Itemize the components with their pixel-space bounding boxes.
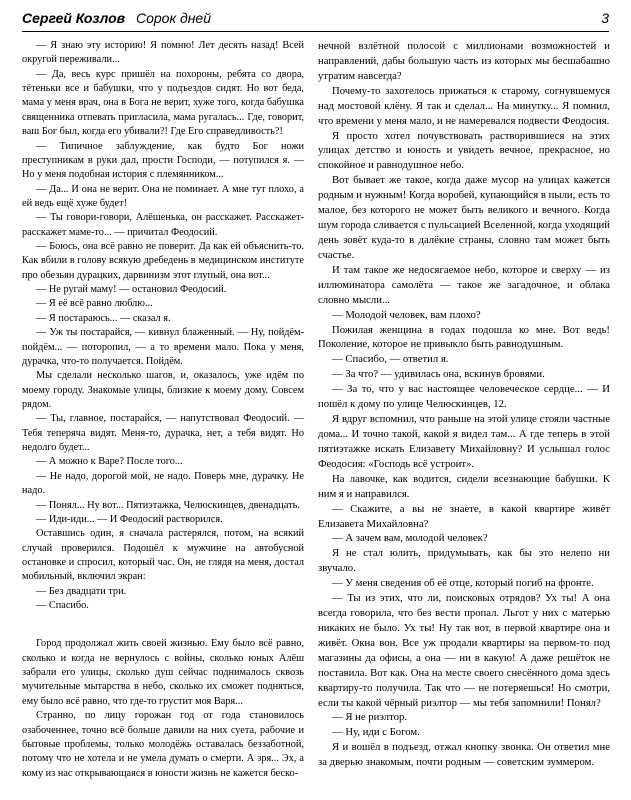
paragraph: — Спасибо, — ответил я. (332, 353, 449, 366)
paragraph: Я не стал юлить, придумывать, как бы это нелепо ни звучало. (318, 547, 610, 575)
section-gap (22, 613, 304, 637)
paragraph: Город продолжал жить своей жизнью. Ему было всё равно, сколько и когда не вернулось с войны, сколько юных Алёш забрали его улицы, сколько душ сейчас поднималось сквозь мучительные мытарства в небо, сколько их сможет подняться, ему было всё равно, что где-то грустит моя Варя... (22, 638, 304, 707)
paragraph: — Иди-иди... — И Феодосий растворился. (36, 513, 223, 525)
paragraph: — А можно к Варе? После того... (36, 456, 183, 468)
paragraph: Вот бывает же такое, когда даже мусор на улицах кажется родным и нужным! Когда воробей, купающийся в пыли, есть то малое, без которого не может быть великого и вечного. Когда шум города сливается с пульсацией Вселенной, когда уходящий день зовёт куда-то в далёкие страны, словно там может быть счастье. (318, 174, 610, 261)
page-number: 3 (601, 10, 609, 26)
paragraph: — Не ругай маму! — остановил Феодосий. (36, 284, 227, 296)
header-author: Сергей Козлов (22, 10, 126, 26)
paragraph: Пожилая женщина в годах подошла ко мне. Вот ведь! Поколение, которое не привыкло быть равнодушным. (318, 323, 610, 351)
paragraph: — Ты из этих, что ли, поисковых отрядов? Ух ты! А она всегда говорила, что без вести пропал. Льгот у них с матерью никаких не было. Ух ты! Ну так вот, в первой квартире она и живёт. Окна вон. Все уж продали квартиры на первом-то под магазины да офисы, а она — ни в какую! А даже решёток не поставила. Вот как. Она на месте своего снесённого дома здесь квартиру-то получила. Так что — не потеряешься! Но смотри, если ты какой чёрный риэлтор — мы тебя запомнили! Понял? (318, 592, 610, 709)
paragraph: — Понял... Ну вот... Пятиэтажка, Челюскинцев, двенадцать. (36, 499, 300, 511)
paragraph: — Без двадцати три. (36, 585, 127, 597)
paragraph: — Типичное заблуждение, как будто Бог ножи преступникам в руки дал, прости Господи, — потупился я. — Но у меня подобная история с племянником... (22, 140, 304, 181)
paragraph: На лавочке, как водится, сидели всезнающие бабушки. К ним я и направился. (318, 472, 610, 500)
paragraph: — У меня сведения об её отце, который погиб на фронте. (332, 577, 594, 590)
paragraph: Я вдруг вспомнил, что раньше на этой улице стояли частные дома... И точно такой, какой я видел там... А где теперь в этой пятиэтажке искать Елизавету Михайловну? И услышал голос Феодосия: «Господь всё устроит». (318, 413, 610, 470)
paragraph: — Да, весь курс пришёл на похороны, ребята со двора, тётеньки все и бабушки, что у подъездов сидят. Но вот беда, мама у меня врач, она в Бога не верит, хуже того, когда бабушка священника отпевать пригласила, мама ругалась... Где, говорит, ваш Бог был, когда его убивали?! Где Его справедливость?! (22, 68, 304, 138)
paragraph: — Я её всё равно люблю... (36, 298, 153, 310)
paragraph: — За то, что у вас настоящее человеческое сердце... — И пошёл к дому по улице Челюскинцев, 12. (318, 383, 610, 411)
paragraph: — Да... И она не верит. Она не поминает. А мне тут плохо, а ей ведь ещё хуже будет! (22, 183, 304, 209)
paragraph: — Я постараюсь... — сказал я. (36, 312, 171, 324)
paragraph: Почему-то захотелось прижаться к старому, согнувшемуся над мостовой клёну. Я так и сделал... На минутку... Я помнил, что времени у меня мало, и не намеревался подвести Феодосия. (318, 84, 610, 127)
paragraph: — Уж ты постарайся, — кивнул блаженный. — Ну, пойдём-пойдём... — поторопил, — а то времени мало. Пока у меня, дурачка, что-то получается. Пойдём. (22, 327, 304, 367)
running-header (22, 10, 609, 32)
paragraph: — Ты, главное, постарайся, — напутствовал Феодосий. — Тебя теперяча видят. Меня-то, дурачка, нет, а тебя видят. Но недолго будет... (22, 413, 304, 454)
paragraph: Я и вошёл в подъезд, отжал кнопку звонка. Он ответил мне за дверью знакомым, почти родным — советским зуммером. (318, 741, 610, 769)
header-title: Сорок дней (136, 10, 211, 26)
left-column (22, 39, 304, 781)
paragraph: Странно, по лицу горожан год от года становилось озабоченнее, точно всё больше давили на них суета, рабочие и бытовые проблемы, только молодёжь оставалась беззаботной, потому что не хотела и не умела думать о смерти. А зря... Эх, а кому из нас открывающаяся в юности жизнь не кажется беско- (22, 710, 304, 779)
paragraph: — Молодой человек, вам плохо? (332, 308, 481, 321)
paragraph: — Спасибо. (36, 600, 89, 612)
paragraph: — Я не риэлтор. (332, 711, 407, 724)
paragraph: — За что? — удивилась она, вскинув бровями. (332, 368, 545, 381)
paragraph: — Боюсь, она всё равно не поверит. Да как ей объяснить-то. Как вбили в голову всякую дребедень в медицинском институте про обезьян дурацких, дарвинизм этот глупый, она вот... (22, 241, 304, 281)
paragraph: — Не надо, дорогой мой, не надо. Поверь мне, дурачку. Не надо. (22, 470, 304, 497)
paragraph: Я просто хотел почувствовать растворившиеся на этих улицах детство и юность и увидеть вечное, прекрасное, но спокойное и равнодушное небо. (318, 129, 610, 172)
paragraph: — А зачем вам, молодой человек? (332, 532, 488, 545)
paragraph: Мы сделали несколько шагов, и, оказалось, уже идём по моему городу. Знакомые улицы, близкие к моему дому. Совсем рядом. (22, 370, 304, 410)
paragraph: — Я знаю эту историю! Я помню! Лет десять назад! Всей округой переживали... (22, 40, 304, 66)
paragraph-continued: нечной взлётной полосой с миллионами возможностей и направлений, дабы большую часть из которых мы бесшабашно утратим навсегда? (318, 40, 610, 82)
paragraph: — Скажите, а вы не знаете, в какой квартире живёт Елизавета Михайловна? (318, 502, 610, 530)
header-rule (22, 31, 609, 32)
right-column (318, 39, 610, 770)
paragraph: — Ну, иди с Богом. (332, 726, 420, 739)
paragraph: — Ты говори-говори, Алёшенька, он расскажет. Расскажет-расскажет маме-то... — причитал Феодосий. (22, 212, 304, 238)
paragraph: Оставшись один, я сначала растерялся, потом, на всякий случай проверился. Подошёл к мужчине на автобусной остановке и спросил, который час. Он, не глядя на меня, достал мобильный, включил экран: (22, 528, 304, 583)
paragraph: И там такое же недосягаемое небо, которое и сверху — из иллюминатора самолёта — такое же загадочное, и облака словно мысли... (318, 263, 610, 306)
